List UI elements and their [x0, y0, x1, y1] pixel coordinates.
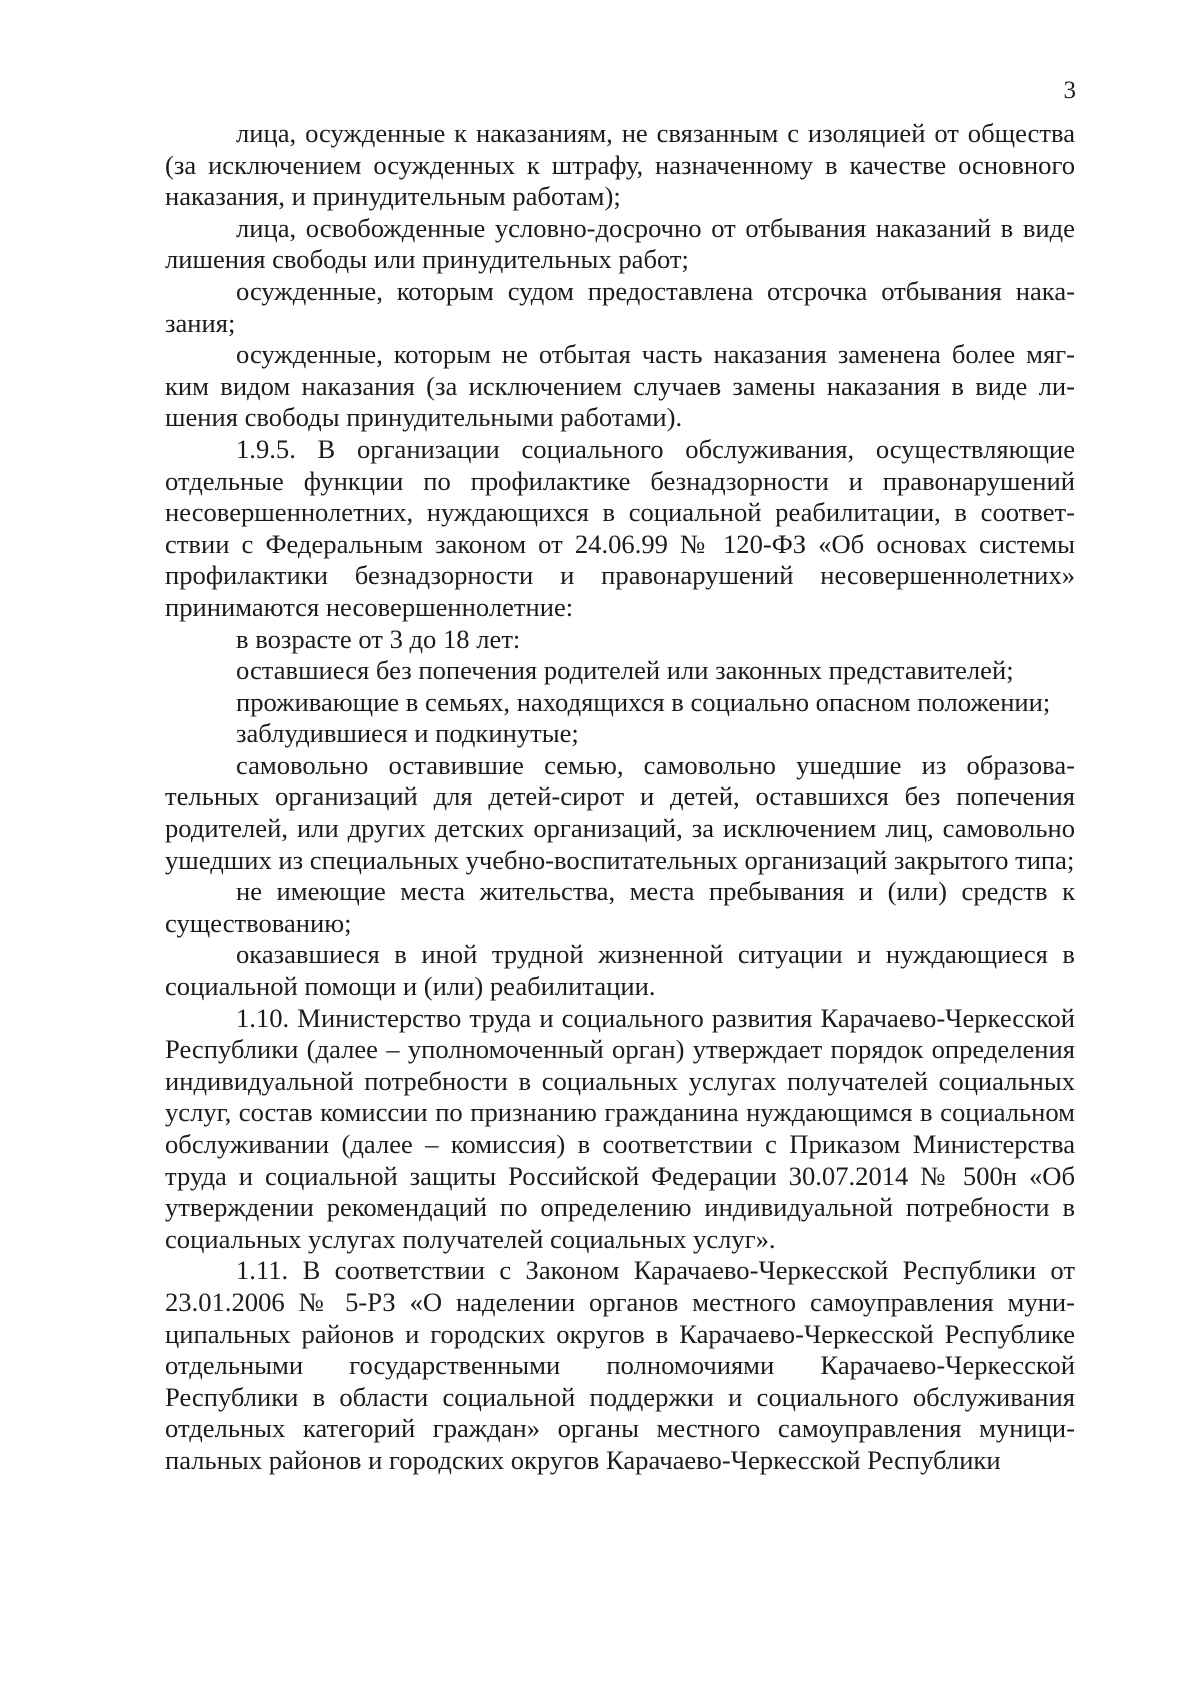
paragraph: заблудившиеся и подкинутые;: [236, 718, 579, 749]
paragraph: 1.9.5. В организации социального обслуживания, осуществляющие отдельные функции по профилактике безнадзорности и правонарушений несовершеннолетних, нуждающихся в социальной реабилитации, в соответствии с Федеральным законом от 24.06.99 № 120-ФЗ «Об основах системы профилактики безнадзорности и правонарушений несовершеннолетних» принимаются несовершеннолетние:: [165, 433, 1075, 622]
paragraph: в возрасте от 3 до 18 лет:: [236, 623, 521, 654]
paragraph: лица, освобожденные условно-досрочно от отбывания наказаний в виде лишения свободы или принудительных работ;: [165, 212, 1075, 275]
page-number: 3: [1063, 77, 1076, 104]
document-text: [165, 118, 1075, 1477]
paragraph: 1.10. Министерство труда и социального развития Карачаево-Черкесской Республики (далее – уполномоченный орган) утверждает порядок определения индивидуальной потребности в социальных услугах получателей социальных услуг, состав комиссии по признанию гражданина нуждающимся в социальном обслуживании (далее – комиссия) в соответствии с Приказом Министерства труда и социальной защиты Российской Федерации 30.07.2014 № 500н «Об утверждении рекомендаций по определению индивидуальной потребности в социальных услугах получателей социальных услуг».: [165, 1002, 1075, 1254]
paragraph: осужденные, которым не отбытая часть наказания заменена более мягким видом наказания (за исключением случаев замены наказания в виде лишения свободы принудительными работами).: [165, 339, 1075, 433]
paragraph: осужденные, которым судом предоставлена отсрочка отбывания наказания;: [165, 275, 1075, 338]
paragraph: самовольно оставившие семью, самовольно ушедшие из образовательных организаций для детей-сирот и детей, оставшихся без попечения родителей, или других детских организаций, за исключением лиц, самовольно ушедших из специальных учебно-воспитательных организаций закрытого типа;: [165, 749, 1075, 875]
paragraph: 1.11. В соответствии с Законом Карачаево-Черкесской Республики от 23.01.2006 № 5-РЗ «О наделении органов местного самоуправления муниципальных районов и городских округов в Карачаево-Черкесской Республике отдельными государственными полномочиями Карачаево-Черкесской Республики в области социальной поддержки и социального обслуживания отдельных категорий граждан» органы местного самоуправления муниципальных районов и городских округов Карачаево-Черкесской Республики: [165, 1255, 1075, 1475]
paragraph: оставшиеся без попечения родителей или законных представителей;: [236, 655, 1014, 686]
paragraph: не имеющие места жительства, места пребывания и (или) средств к существованию;: [165, 876, 1075, 938]
paragraph: лица, осужденные к наказаниям, не связанным с изоляцией от общества (за исключением осужденных к штрафу, назначенному в качестве основного наказания, и принудительным работам);: [165, 118, 1075, 212]
paragraph: оказавшиеся в иной трудной жизненной ситуации и нуждающиеся в социальной помощи и (или) реабилитации.: [165, 939, 1075, 1002]
paragraph: проживающие в семьях, находящихся в социально опасном положении;: [236, 686, 1051, 717]
